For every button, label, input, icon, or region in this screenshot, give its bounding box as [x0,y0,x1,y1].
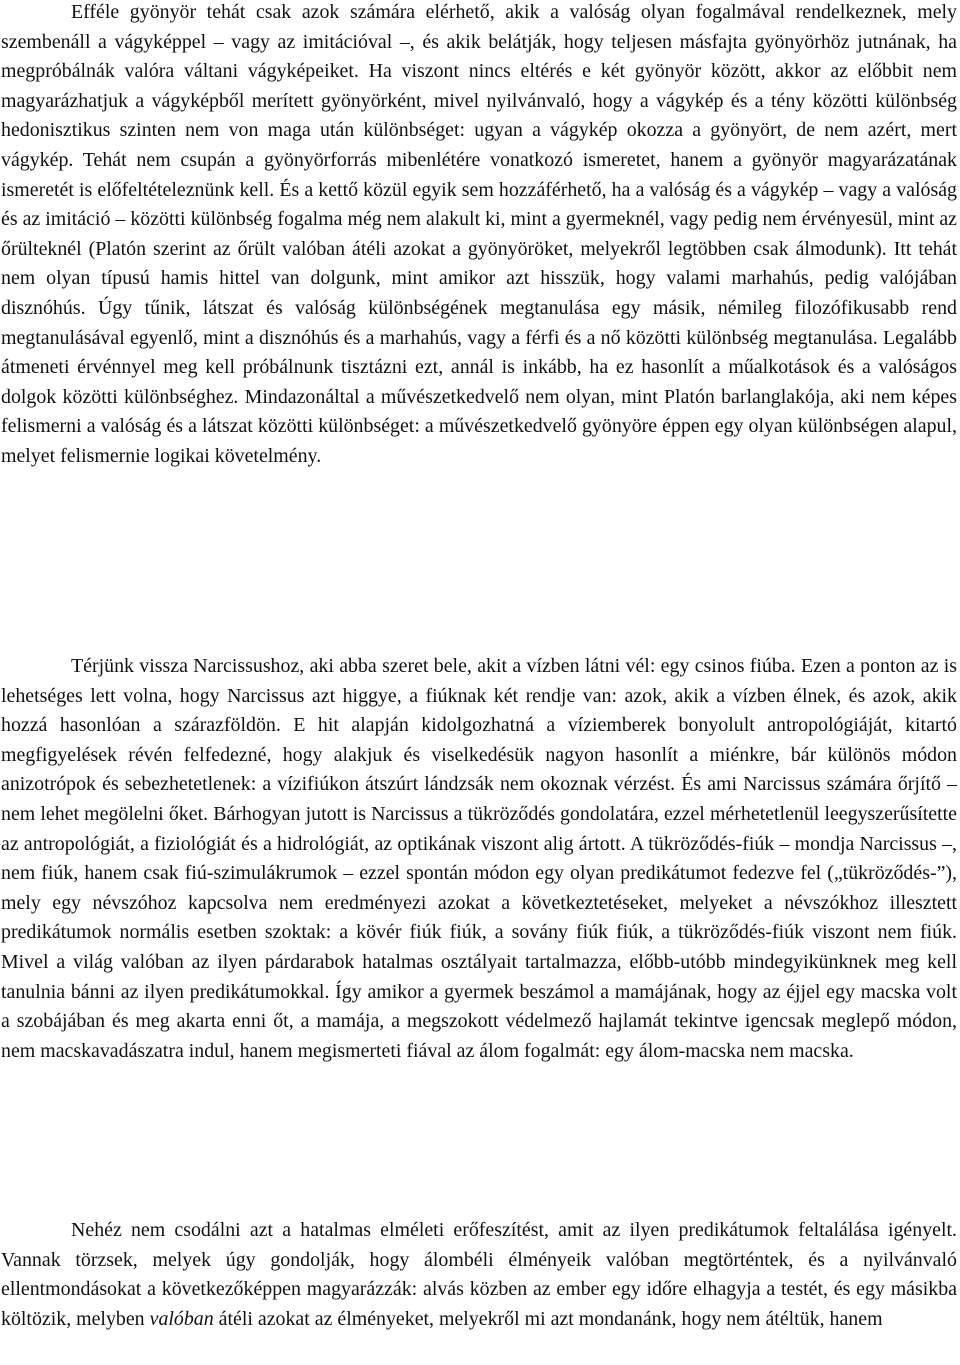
emphasized-word: valóban [149,1307,214,1330]
paragraph-text-after: átéli azokat az élményeket, melyekről mi azt mondanánk, hogy nem átéltük, hanem [213,1307,883,1330]
paragraph-aesthetic-pleasure: Efféle gyönyör tehát csak azok számára elérhető, akik a valóság olyan fogalmával rendelkeznek, mely szembenáll a vágyképpel – vagy az imitációval –, és akik belátják, hogy teljesen másfajta gyönyörhöz jutnának, ha megpróbálnák valóra váltani vágyképeiket. Ha viszont nincs eltérés e két gyönyör között, akkor az előbbit nem magyarázhatjuk a vágyképből merített gyönyörként, mivel nyilvánvaló, hogy a vágykép és a tény közötti különbség hedonisztikus szinten nem von maga után különbséget: ugyan a vágykép okozza a gyönyört, de nem azért, mert vágykép. Tehát nem csupán a gyönyörforrás mibenlétére vonatkozó ismeretet, hanem a gyönyör magyarázatának ismeretét is előfeltételeznünk kell. És a kettő közül egyik sem hozzáférhető, ha a valóság és a vágykép – vagy a valóság és az imitáció – közötti különbség fogalma még nem alakult ki, mint a gyermeknél, vagy pedig nem érvényesül, mint az őrülteknél (Platón szerint az őrült valóban átéli azokat a gyönyöröket, melyekről legtöbben csak álmodunk). Itt tehát nem olyan típusú hamis hittel van dolgunk, mint amikor azt hisszük, hogy valami marhahús, pedig valójában disznóhús. Úgy tűnik, látszat és valóság különbségének megtanulása egy másik, némileg filozófikusabb rend megtanulásával egyenlő, mint a disznóhús és a marhahús, vagy a férfi és a nő közötti különbség megtanulása. Legalább átmeneti érvénnyel meg kell próbálnunk tisztázni ezt, annál is inkább, ha ez hasonlít a műalkotások és a valóságos dolgok közötti különbséghez. Mindazonáltal a művészetkedvelő nem olyan, mint Platón barlanglakója, aki nem képes felismerni a valóság és a látszat közötti különbséget: a művészetkedvelő gyönyöre éppen egy olyan különbségen alapul, melyet felismernie logikai követelmény. [1,1,957,467]
paragraph-narcissus: Térjünk vissza Narcissushoz, aki abba szeret bele, akit a vízben látni vél: egy csinos fiúba. Ezen a ponton az is lehetséges lett volna, hogy Narcissus azt higgye, a fiúknak két rendje van: azok, akik a vízben élnek, és azok, akik hozzá hasonlóan a szárazföldön. E hit alapján kidolgozhatná a víziemberek bonyolult antropológiáját, kitartó megfigyelések révén felfedezné, hogy alakjuk és viselkedésük nagyon hasonlít a miénkre, bár különös módon anizotrópok és sebezhetetlenek: a vízifiúkon átszúrt lándzsák nem okoznak vérzést. És ami Narcissus számára őrjítő – nem lehet megölelni őket. Bárhogyan jutott is Narcissus a tükröződés gondolatára, ezzel mérhetetlenül leegyszerűsítette az antropológiát, a fiziológiát és a hidrológiát, az optikának viszont alig ártott. A tükröződés-fiúk – mondja Narcissus –, nem fiúk, hanem csak fiú-szimulákrumok – ezzel spontán módon egy olyan predikátumot fedezve fel („tükröződés-”), mely egy névszóhoz kapcsolva nem eredményezi azokat a következtetéseket, melyeket a névszókhoz illesztett predikátumok normális esetben szoktak: a kövér fiúk fiúk, a sovány fiúk fiúk, a tükröződés-fiúk viszont nem fiúk. Mivel a világ valóban az ilyen párdarabok hatalmas osztályait tartalmazza, előbb-utóbb mindegyikünknek meg kell tanulnia bánni az ilyen predikátumokkal. Így amikor a gyermek beszámol a mamájának, hogy az éjjel egy macska volt a szobájában és meg akarta enni őt, a mamája, a megszokott védelmező hajlamát tekintve igencsak meglepő módon, nem macskavadászatra indul, hanem megismerteti fiával az álom fogalmát: egy álom-macska nem macska. [1,655,957,1062]
paragraph-text-before: Nehéz nem csodálni azt a hatalmas elméleti erőfeszítést, amit az ilyen predikátumok feltalálása igényelt. Vannak törzsek, melyek úgy gondolják, hogy álombéli élményeik valóban megtörténtek, és a nyilvánvaló ellentmondásokat a következőképpen magyarázzák: alvás közben az ember egy időre elhagyja a testét, és egy másikba költözik, melyben [1,1219,957,1330]
paragraph-dream-tribes [1,1216,957,1334]
